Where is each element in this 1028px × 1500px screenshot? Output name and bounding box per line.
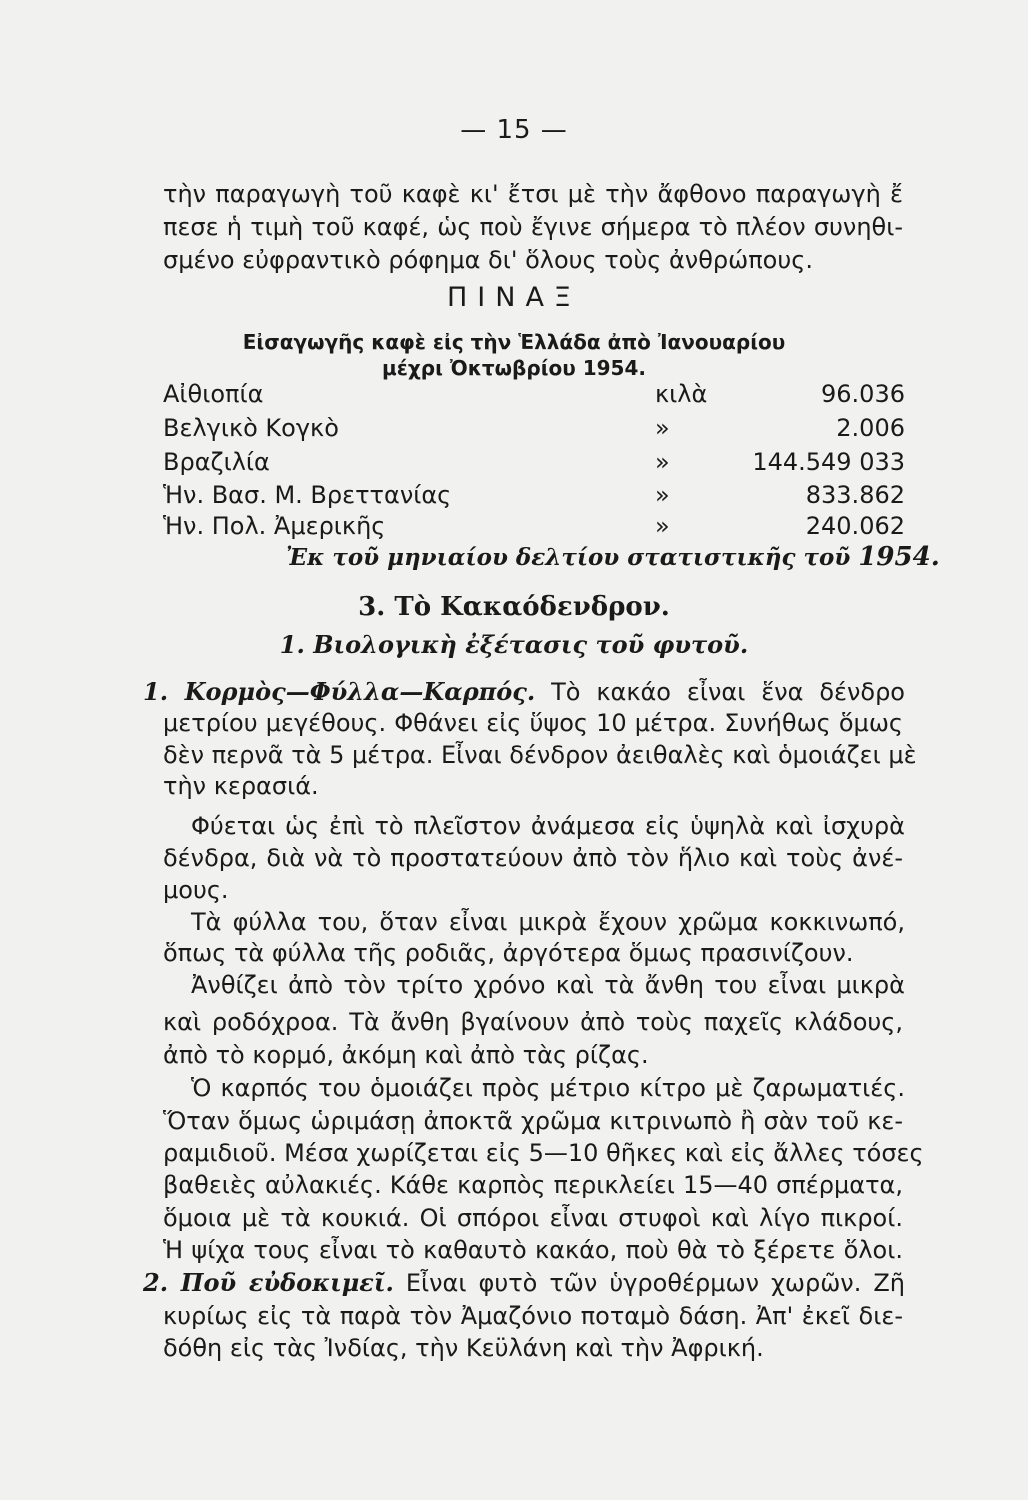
- paragraph-line: μους.: [163, 876, 229, 904]
- intro-line-3: σμένο εὐφραντικὸ ρόφημα δι' ὅλους τοὺς ἀνθρώπους.: [163, 246, 813, 274]
- unit-cell: »: [655, 512, 670, 540]
- table-row: [163, 481, 905, 515]
- table-caption-line-2: μέχρι Ὀκτωβρίου 1954.: [382, 356, 646, 380]
- table-caption-line-1: Εἰσαγωγῆς καφὲ εἰς τὴν Ἑλλάδα ἀπὸ Ἰανουαρίου: [242, 330, 786, 354]
- country-cell: Βελγικὸ Κογκὸ: [163, 414, 339, 442]
- intro-line-2: πεσε ἡ τιμὴ τοῦ καφέ, ὡς ποὺ ἔγινε σήμερα τὸ πλέον συνηθι-: [163, 213, 903, 241]
- intro-line-1: τὴν παραγωγὴ τοῦ καφὲ κι' ἔτσι μὲ τὴν ἄφθονο παραγωγὴ ἔ: [163, 180, 903, 208]
- paragraph-line: ραμιδιοῦ. Μέσα χωρίζεται εἰς 5—10 θῆκες καὶ εἰς ἄλλες τόσες: [163, 1139, 924, 1167]
- paragraph-line: Ὁ καρπός του ὁμοιάζει πρὸς μέτριο κίτρο μὲ ζαρωματιές.: [191, 1074, 905, 1102]
- paragraph-line: καὶ ροδόχροα. Τὰ ἄνθη βγαίνουν ἀπὸ τοὺς παχεῖς κλάδους,: [163, 1008, 903, 1036]
- unit-cell: »: [655, 448, 670, 476]
- table-row: [163, 512, 905, 546]
- country-cell: Ἡν. Βασ. Μ. Βρεττανίας: [163, 481, 452, 509]
- paragraph-line: [143, 1267, 905, 1299]
- amount-cell: 96.036: [821, 380, 905, 408]
- paragraph-line: Φύεται ὡς ἐπὶ τὸ πλεῖστον ἀνάμεσα εἰς ὑψηλὰ καὶ ἰσχυρὰ: [191, 812, 905, 840]
- paragraph-line: [143, 676, 905, 708]
- paragraph-line: Ἀνθίζει ἀπὸ τὸν τρίτο χρόνο καὶ τὰ ἄνθη του εἶναι μικρὰ: [191, 971, 905, 999]
- paragraph-line: Ὅταν ὅμως ὡριμάσῃ ἀποκτᾶ χρῶμα κιτρινωπὸ ἢ σὰν τοῦ κε-: [163, 1107, 903, 1135]
- amount-cell: 833.862: [805, 481, 905, 509]
- paragraph-line: ὅπως τὰ φύλλα τῆς ροδιᾶς, ἀργότερα ὅμως πρασινίζουν.: [163, 939, 854, 967]
- paragraph-text: Τὸ κακάο εἶναι ἕνα δένδρο: [535, 678, 905, 706]
- table-row: [163, 448, 905, 482]
- paragraph-lead: 2. Ποῦ εὐδοκιμεῖ.: [143, 1268, 394, 1297]
- paragraph-line: τὴν κερασιά.: [163, 772, 319, 800]
- paragraph-line: ἀπὸ τὸ κορμό, ἀκόμη καὶ ἀπὸ τὰς ρίζας.: [163, 1041, 649, 1069]
- country-cell: Βραζιλία: [163, 448, 270, 476]
- amount-cell: 2.006: [836, 414, 905, 442]
- paragraph-lead: 1. Κορμὸς—Φύλλα—Καρπός.: [143, 677, 536, 706]
- amount-cell: 144.549 033: [752, 448, 905, 476]
- unit-cell: »: [655, 481, 670, 509]
- paragraph-line: Τὰ φύλλα του, ὅταν εἶναι μικρὰ ἔχουν χρῶμα κοκκινωπό,: [191, 908, 905, 936]
- page-number: — 15 —: [460, 115, 568, 145]
- paragraph-line: μετρίου μεγέθους. Φθάνει εἰς ὕψος 10 μέτρα. Συνήθως ὅμως: [163, 709, 903, 737]
- paragraph-line: δόθη εἰς τὰς Ἰνδίας, τὴν Κεϋλάνη καὶ τὴν Ἀφρική.: [163, 1334, 764, 1362]
- table-title: ΠΙΝΑΞ: [447, 282, 581, 313]
- paragraph-line: δὲν περνᾶ τὰ 5 μέτρα. Εἶναι δένδρον ἀειθαλὲς καὶ ὁμοιάζει μὲ: [163, 741, 917, 769]
- country-cell: Ἡν. Πολ. Ἀμερικῆς: [163, 512, 386, 540]
- paragraph-line: κυρίως εἰς τὰ παρὰ τὸν Ἀμαζόνιο ποταμὸ δάση. Ἀπ' ἐκεῖ διε-: [163, 1302, 903, 1330]
- unit-cell: »: [655, 414, 670, 442]
- paragraph-line: ὅμοια μὲ τὰ κουκιά. Οἱ σπόροι εἶναι στυφοὶ καὶ λίγο πικροί.: [163, 1204, 903, 1232]
- table-row: [163, 380, 905, 414]
- paragraph-line: βαθειὲς αὐλακιές. Κάθε καρπὸς περικλείει 15—40 σπέρματα,: [163, 1171, 903, 1199]
- source-text: Ἐκ τοῦ μηνιαίου δελτίου στατιστικῆς τοῦ: [286, 544, 851, 571]
- paragraph-line: δένδρα, διὰ νὰ τὸ προστατεύουν ἀπὸ τὸν ἥλιο καὶ τοὺς ἀνέ-: [163, 844, 903, 872]
- table-row: [163, 414, 905, 448]
- amount-cell: 240.062: [805, 512, 905, 540]
- table-source: [286, 542, 940, 572]
- section-heading: 3. Τὸ Κακαόδενδρον.: [358, 592, 670, 622]
- paragraph-line: Ἡ ψίχα τους εἶναι τὸ καθαυτὸ κακάο, ποὺ θὰ τὸ ξέρετε ὅλοι.: [163, 1236, 903, 1264]
- source-year: 1954.: [858, 542, 940, 572]
- subsection-heading: 1. Βιολογικὴ ἐξέτασις τοῦ φυτοῦ.: [279, 630, 749, 659]
- country-cell: Αἰθιοπία: [163, 380, 264, 408]
- unit-cell: κιλὰ: [655, 380, 708, 408]
- paragraph-text: Εἶναι φυτὸ τῶν ὑγροθέρμων χωρῶν. Ζῆ: [393, 1269, 905, 1297]
